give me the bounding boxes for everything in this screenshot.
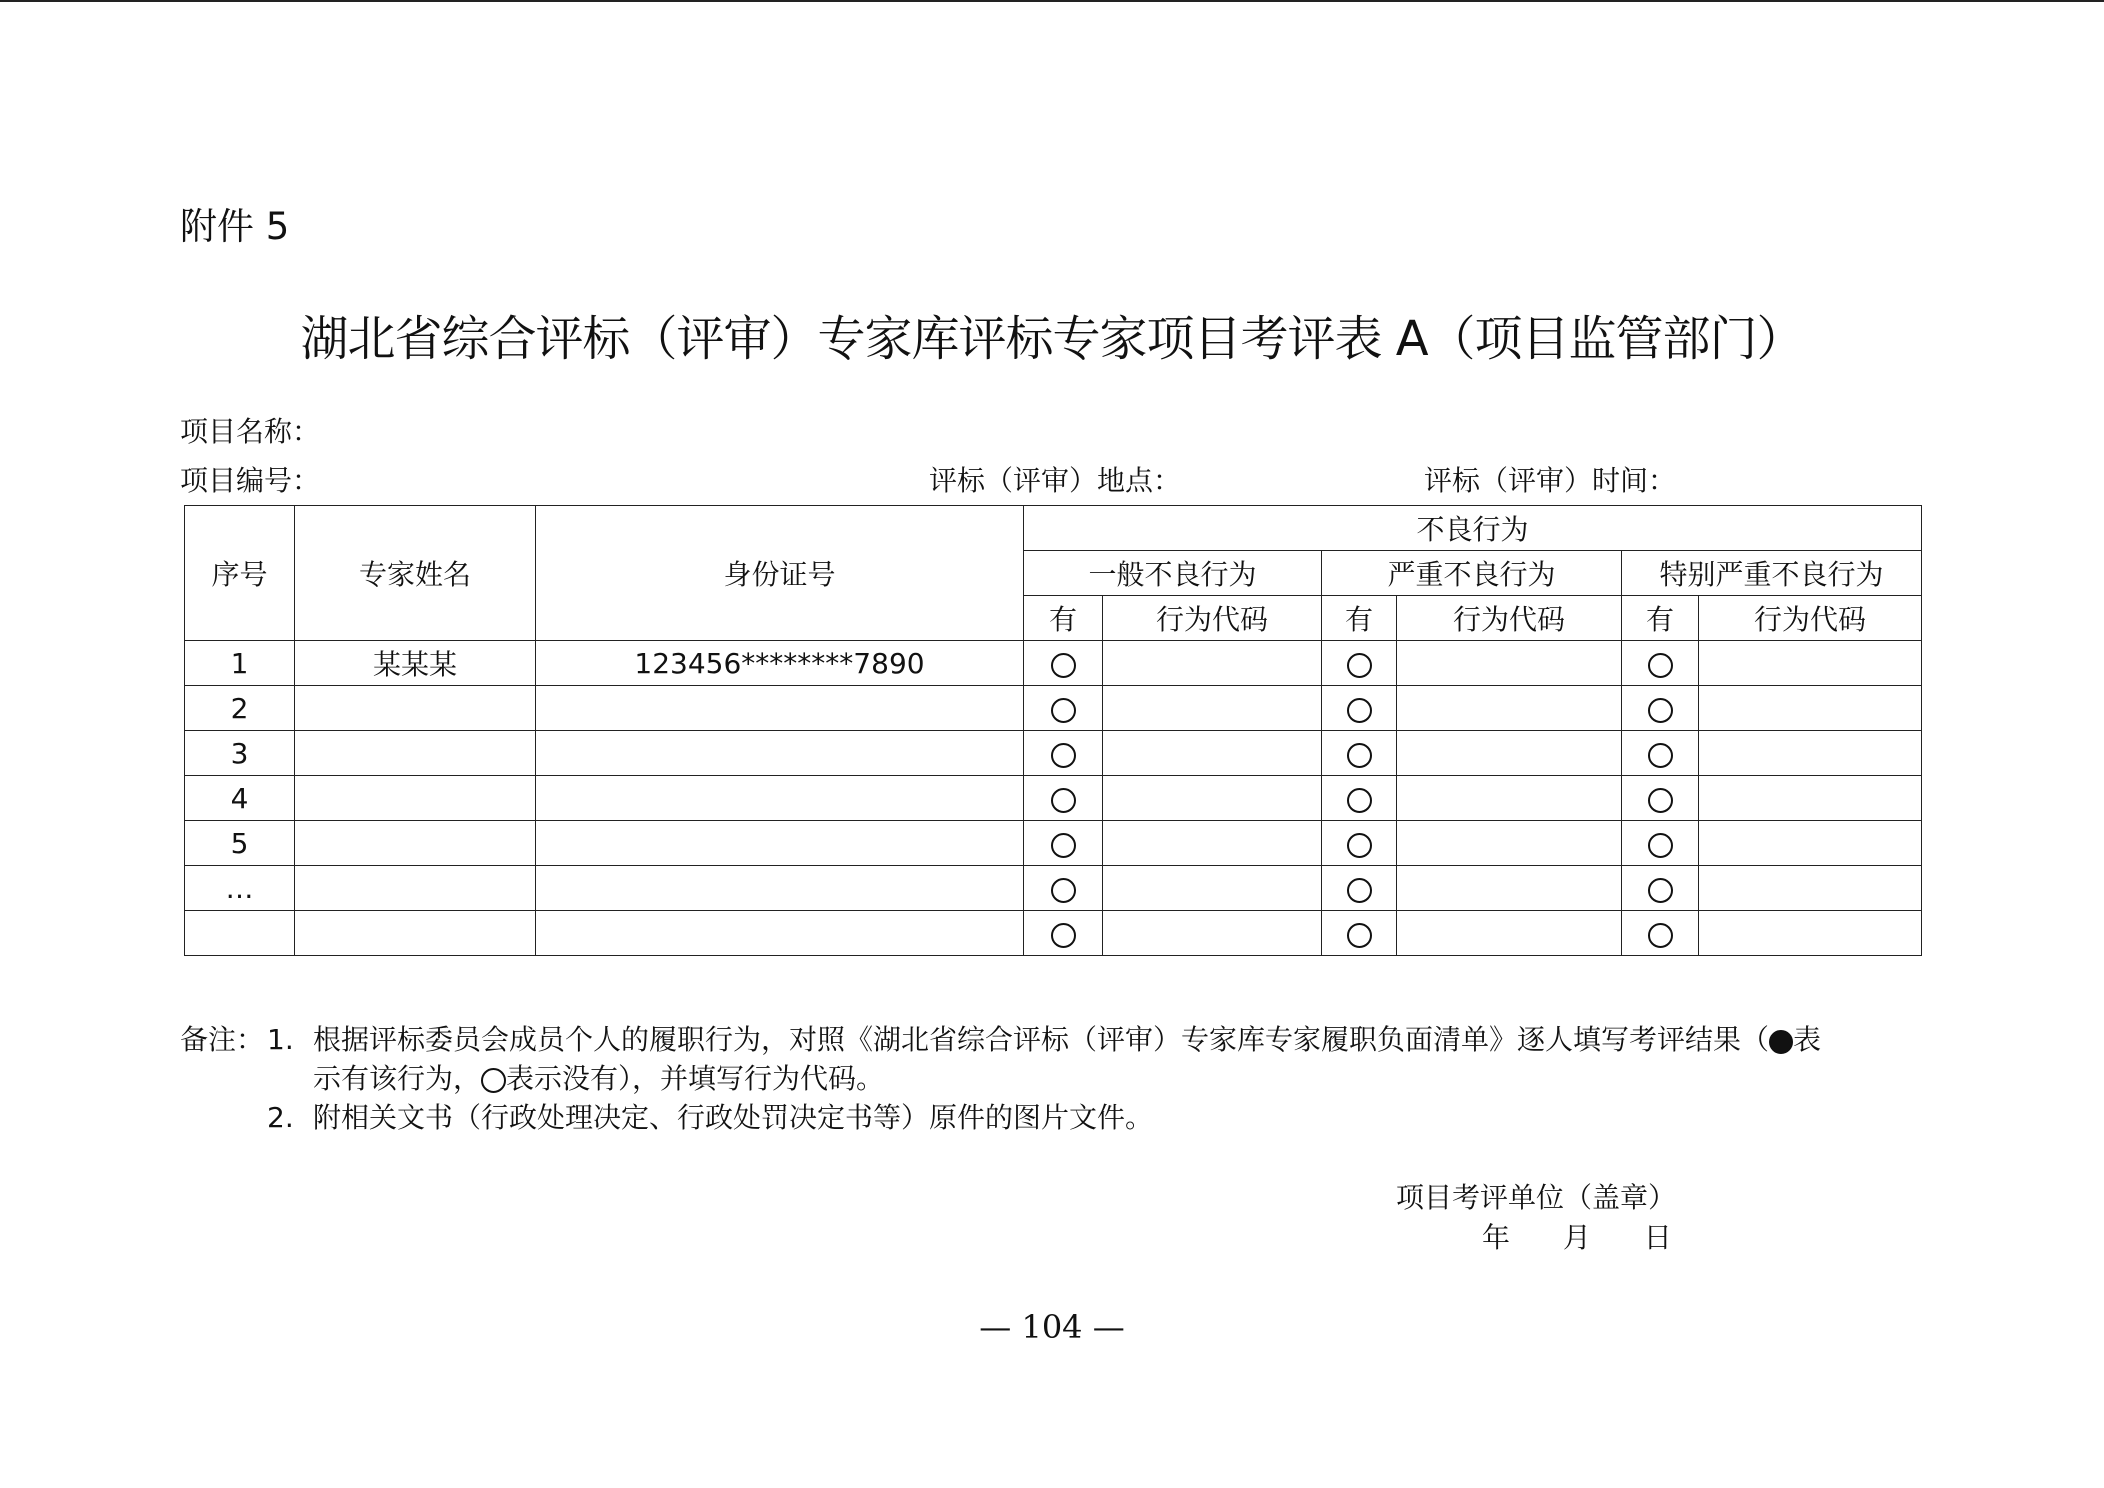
row-id — [536, 911, 1024, 956]
table-row — [185, 821, 1922, 866]
row-behavior-code[interactable] — [1103, 866, 1322, 911]
row-has-cell — [1322, 821, 1397, 866]
empty-circle-icon[interactable] — [1347, 698, 1372, 723]
row-name — [295, 821, 536, 866]
row-has-cell — [1622, 911, 1699, 956]
row-has-cell — [1322, 911, 1397, 956]
page-top-border — [0, 0, 2104, 2]
row-name — [295, 866, 536, 911]
empty-circle-icon[interactable] — [1648, 833, 1673, 858]
signature-date: 年 月 日 — [1482, 1221, 1672, 1254]
project-number-label: 项目编号： — [180, 464, 321, 497]
attachment-label: 附件 5 — [180, 205, 290, 248]
note-1-text-c: 示有该行为， — [313, 1062, 482, 1095]
empty-circle-icon[interactable] — [1648, 653, 1673, 678]
header-general: 一般不良行为 — [1024, 551, 1322, 596]
row-behavior-code[interactable] — [1397, 911, 1622, 956]
row-id — [536, 731, 1024, 776]
row-has-cell — [1024, 776, 1103, 821]
time-label: 评标（评审）时间： — [1424, 464, 1677, 497]
row-seq: … — [185, 866, 295, 911]
row-has-cell — [1622, 641, 1699, 686]
header-code: 行为代码 — [1397, 596, 1622, 641]
row-id: 123456********7890 — [536, 641, 1024, 686]
form-title: 湖北省综合评标（评审）专家库评标专家项目考评表 A（项目监管部门） — [300, 311, 1804, 367]
empty-circle-icon[interactable] — [1051, 653, 1076, 678]
row-behavior-code[interactable] — [1103, 731, 1322, 776]
row-has-cell — [1622, 776, 1699, 821]
row-has-cell — [1322, 686, 1397, 731]
row-seq: 5 — [185, 821, 295, 866]
row-behavior-code[interactable] — [1397, 866, 1622, 911]
evaluation-unit-seal: 项目考评单位（盖章） — [1396, 1181, 1677, 1214]
row-name: 某某某 — [295, 641, 536, 686]
page-number: — 104 — — [979, 1308, 1125, 1346]
header-bad-behavior: 不良行为 — [1024, 506, 1922, 551]
empty-circle-icon[interactable] — [1648, 788, 1673, 813]
header-has: 有 — [1622, 596, 1699, 641]
note-2-number: 2. — [267, 1101, 294, 1134]
table-row — [185, 866, 1922, 911]
empty-circle-icon[interactable] — [1051, 923, 1076, 948]
empty-circle-icon[interactable] — [1347, 878, 1372, 903]
row-behavior-code[interactable] — [1397, 776, 1622, 821]
header-id: 身份证号 — [536, 506, 1024, 641]
row-behavior-code[interactable] — [1103, 911, 1322, 956]
row-name — [295, 731, 536, 776]
empty-circle-icon[interactable] — [1648, 743, 1673, 768]
row-has-cell — [1622, 821, 1699, 866]
row-behavior-code[interactable] — [1699, 686, 1922, 731]
header-has: 有 — [1322, 596, 1397, 641]
empty-circle-icon[interactable] — [1347, 923, 1372, 948]
empty-circle-icon[interactable] — [1051, 878, 1076, 903]
row-behavior-code[interactable] — [1699, 731, 1922, 776]
row-behavior-code[interactable] — [1699, 776, 1922, 821]
empty-circle-icon[interactable] — [1347, 653, 1372, 678]
row-seq — [185, 911, 295, 956]
row-name — [295, 776, 536, 821]
row-behavior-code[interactable] — [1397, 641, 1622, 686]
row-behavior-code[interactable] — [1699, 821, 1922, 866]
empty-circle-icon[interactable] — [1051, 698, 1076, 723]
row-seq: 1 — [185, 641, 295, 686]
empty-circle-icon[interactable] — [1648, 923, 1673, 948]
header-name: 专家姓名 — [295, 506, 536, 641]
empty-circle-icon[interactable] — [1648, 698, 1673, 723]
row-has-cell — [1622, 731, 1699, 776]
location-label: 评标（评审）地点： — [929, 464, 1182, 497]
row-seq: 2 — [185, 686, 295, 731]
table-row — [185, 686, 1922, 731]
row-behavior-code[interactable] — [1699, 866, 1922, 911]
row-has-cell — [1322, 731, 1397, 776]
empty-circle-icon[interactable] — [1347, 743, 1372, 768]
row-id — [536, 821, 1024, 866]
row-has-cell — [1322, 866, 1397, 911]
note-1-line-1 — [313, 1020, 1913, 1059]
row-has-cell — [1024, 731, 1103, 776]
row-behavior-code[interactable] — [1699, 911, 1922, 956]
table-row — [185, 911, 1922, 956]
row-behavior-code[interactable] — [1103, 776, 1322, 821]
row-behavior-code[interactable] — [1103, 821, 1322, 866]
header-serious: 严重不良行为 — [1322, 551, 1622, 596]
empty-circle-icon[interactable] — [1347, 833, 1372, 858]
empty-circle-icon[interactable] — [1347, 788, 1372, 813]
note-1-number: 1. — [267, 1023, 294, 1056]
note-1-line-2 — [313, 1059, 1913, 1098]
table-row — [185, 731, 1922, 776]
row-has-cell — [1622, 686, 1699, 731]
header-has: 有 — [1024, 596, 1103, 641]
note-1-text-d: 表示没有），并填写行为代码。 — [506, 1062, 885, 1095]
row-has-cell — [1024, 821, 1103, 866]
header-very-serious: 特别严重不良行为 — [1622, 551, 1922, 596]
row-has-cell — [1024, 641, 1103, 686]
table-row — [185, 776, 1922, 821]
row-id — [536, 866, 1024, 911]
row-behavior-code[interactable] — [1103, 686, 1322, 731]
evaluation-table — [184, 505, 1922, 956]
empty-circle-icon[interactable] — [1051, 833, 1076, 858]
row-seq: 4 — [185, 776, 295, 821]
row-has-cell — [1322, 776, 1397, 821]
header-seq: 序号 — [185, 506, 295, 641]
row-seq: 3 — [185, 731, 295, 776]
row-id — [536, 686, 1024, 731]
row-behavior-code[interactable] — [1397, 686, 1622, 731]
row-has-cell — [1024, 911, 1103, 956]
row-name — [295, 686, 536, 731]
row-has-cell — [1622, 866, 1699, 911]
empty-circle-icon — [481, 1068, 506, 1093]
row-id — [536, 776, 1024, 821]
filled-circle-icon — [1769, 1030, 1793, 1054]
note-1-text-a: 根据评标委员会成员个人的履职行为，对照《湖北省综合评标（评审）专家库专家履职负面清单》逐人填写考评结果（ — [313, 1023, 1770, 1056]
row-behavior-code[interactable] — [1397, 821, 1622, 866]
note-2-text: 附相关文书（行政处理决定、行政处罚决定书等）原件的图片文件。 — [313, 1101, 1154, 1134]
empty-circle-icon[interactable] — [1051, 743, 1076, 768]
table-row — [185, 641, 1922, 686]
project-name-label: 项目名称： — [180, 415, 321, 448]
row-behavior-code[interactable] — [1397, 731, 1622, 776]
row-has-cell — [1024, 686, 1103, 731]
row-behavior-code[interactable] — [1699, 641, 1922, 686]
row-has-cell — [1322, 641, 1397, 686]
row-has-cell — [1024, 866, 1103, 911]
header-code: 行为代码 — [1699, 596, 1922, 641]
row-name — [295, 911, 536, 956]
header-code: 行为代码 — [1103, 596, 1322, 641]
note-1-text-b: 表 — [1793, 1023, 1822, 1056]
notes-label: 备注： — [180, 1023, 265, 1056]
empty-circle-icon[interactable] — [1648, 878, 1673, 903]
empty-circle-icon[interactable] — [1051, 788, 1076, 813]
row-behavior-code[interactable] — [1103, 641, 1322, 686]
